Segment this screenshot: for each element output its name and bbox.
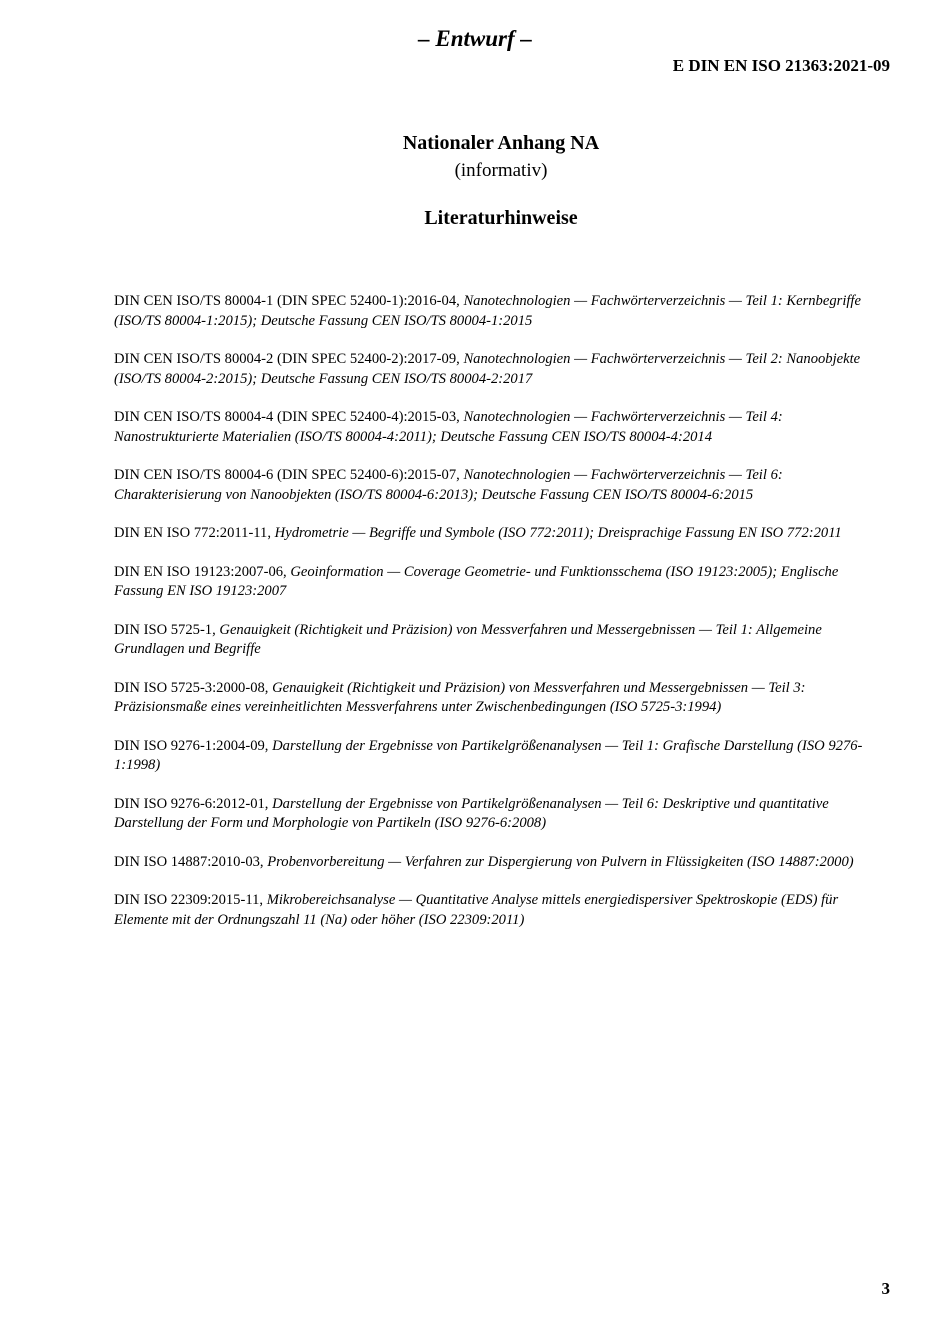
reference-designation: DIN EN ISO 772:2011-11, xyxy=(114,525,272,541)
annex-subtitle: (informativ) xyxy=(454,160,548,181)
reference-title: Nanotechnologien — Fachwörterverzeichnis — Teil 6: Charakterisierung von Nanoobjekten (ISO/TS 80004-6:2013); Deutsche Fassung CEN ISO/TS 80004-6:2015 xyxy=(114,467,783,503)
page-number: 3 xyxy=(881,1279,890,1298)
reference-title: Mikrobereichsanalyse — Quantitative Analyse mittels energiedispersiver Spektroskopie (EDS) für Elemente mit der Ordnungszahl 11 (Na) oder höher (ISO 22309:2011) xyxy=(114,892,839,928)
annex-title: Nationaler Anhang NA xyxy=(402,132,600,154)
reference-designation: DIN CEN ISO/TS 80004-1 (DIN SPEC 52400-1):2016-04, xyxy=(114,293,460,309)
reference-item xyxy=(114,524,890,544)
reference-item xyxy=(114,466,890,505)
reference-item xyxy=(114,795,890,834)
reference-title: Genauigkeit (Richtigkeit und Präzision) von Messverfahren und Messergebnissen — Teil 1: Allgemeine Grundlagen und Begriffe xyxy=(114,621,822,657)
document-id: E DIN EN ISO 21363:2021-09 xyxy=(672,56,890,75)
reference-item xyxy=(114,408,890,447)
reference-item xyxy=(114,563,890,602)
section-title: Literaturhinweise xyxy=(424,207,578,229)
reference-designation: DIN ISO 9276-6:2012-01, xyxy=(114,795,269,812)
reference-title: Nanotechnologien — Fachwörterverzeichnis — Teil 2: Nanoobjekte (ISO/TS 80004-2:2015); Deutsche Fassung CEN ISO/TS 80004-2:2017 xyxy=(114,351,861,387)
reference-item xyxy=(114,350,890,389)
reference-title: Darstellung der Ergebnisse von Partikelgrößenanalysen — Teil 1: Grafische Darstellung (ISO 9276-1:1998) xyxy=(114,737,863,773)
reference-title: Nanotechnologien — Fachwörterverzeichnis — Teil 1: Kernbegriffe (ISO/TS 80004-1:2015); Deutsche Fassung CEN ISO/TS 80004-1:2015 xyxy=(114,293,861,329)
reference-item xyxy=(114,853,890,873)
reference-title: Geoinformation — Coverage Geometrie- und Funktionsschema (ISO 19123:2005); Englische Fassung EN ISO 19123:2007 xyxy=(114,563,839,599)
reference-designation: DIN ISO 5725-3:2000-08, xyxy=(114,679,269,696)
reference-designation: DIN ISO 22309:2015-11, xyxy=(114,892,264,908)
reference-item xyxy=(114,621,890,660)
reference-designation: DIN ISO 9276-1:2004-09, xyxy=(114,737,269,754)
reference-title: Probenvorbereitung — Verfahren zur Dispergierung von Pulvern in Flüssigkeiten (ISO 14887:2000) xyxy=(267,853,854,870)
reference-item xyxy=(114,292,890,331)
reference-item xyxy=(114,737,890,776)
reference-list xyxy=(114,292,890,949)
reference-title: Genauigkeit (Richtigkeit und Präzision) von Messverfahren und Messergebnissen — Teil 3: Präzisionsmaße eines vereinheitlichten Messverfahrens unter Zwischenbedingungen (ISO 5725-3:1994) xyxy=(114,679,806,715)
reference-designation: DIN CEN ISO/TS 80004-6 (DIN SPEC 52400-6):2015-07, xyxy=(114,467,460,483)
reference-title: Nanotechnologien — Fachwörterverzeichnis — Teil 4: Nanostrukturierte Materialien (ISO/TS 80004-4:2011); Deutsche Fassung CEN ISO/TS 80004-4:2014 xyxy=(114,409,783,445)
reference-designation: DIN CEN ISO/TS 80004-2 (DIN SPEC 52400-2):2017-09, xyxy=(114,351,460,367)
reference-item xyxy=(114,679,890,718)
reference-designation: DIN ISO 5725-1, xyxy=(114,621,216,638)
reference-title: Hydrometrie — Begriffe und Symbole (ISO 772:2011); Dreisprachige Fassung EN ISO 772:2011 xyxy=(274,525,842,541)
reference-designation: DIN ISO 14887:2010-03, xyxy=(114,853,264,870)
reference-title: Darstellung der Ergebnisse von Partikelgrößenanalysen — Teil 6: Deskriptive und quantitative Darstellung der Form und Morphologie von Partikeln (ISO 9276-6:2008) xyxy=(114,795,829,831)
draft-watermark-label: – Entwurf – xyxy=(418,26,532,51)
reference-designation: DIN EN ISO 19123:2007-06, xyxy=(114,563,287,580)
reference-item xyxy=(114,891,890,930)
reference-designation: DIN CEN ISO/TS 80004-4 (DIN SPEC 52400-4):2015-03, xyxy=(114,409,460,425)
